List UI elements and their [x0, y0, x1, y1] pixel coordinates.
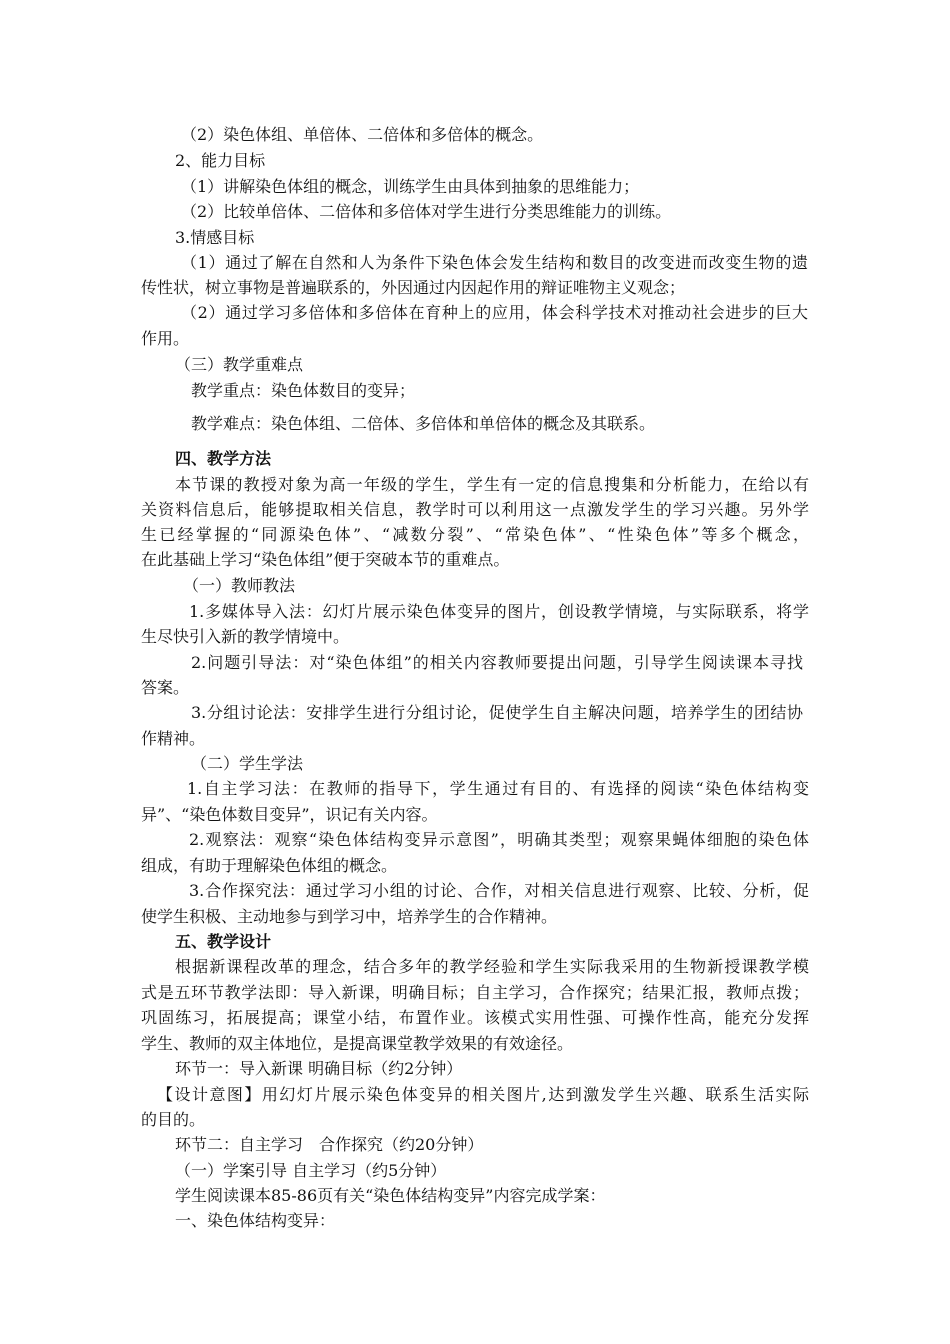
text-line: 式是五环节教学法即：导入新课，明确目标；自主学习，合作探究；结果汇报，教师点拨；	[141, 983, 809, 1002]
text-line: 学生、教师的双主体地位，是提高课堂教学效果的有效途径。	[141, 1034, 574, 1053]
section-heading: （一）教师教法	[183, 576, 296, 595]
text-line: 学生阅读课本85-86页有关“染色体结构变异”内容完成学案：	[175, 1186, 606, 1205]
text-line: （2）比较单倍体、二倍体和多倍体对学生进行分类思维能力的训练。	[181, 202, 672, 221]
text-line: 生已经掌握的“同源染色体”、“减数分裂”、“常染色体”、“性染色体”等多个概念，	[141, 525, 809, 544]
text-line: 生尽快引入新的教学情境中。	[141, 627, 350, 646]
text-line: 巩固练习，拓展提高；课堂小结，布置作业。该模式实用性强、可操作性高，能充分发挥	[141, 1008, 809, 1027]
text-line: 在此基础上学习“染色体组”便于突破本节的重难点。	[141, 550, 510, 569]
text-line: 【设计意图】用幻灯片展示染色体变异的相关图片,达到激发学生兴趣、联系生活实际	[157, 1085, 809, 1104]
text-line: （2）染色体组、单倍体、二倍体和多倍体的概念。	[181, 125, 544, 144]
text-line: 组成，有助于理解染色体组的概念。	[141, 856, 398, 875]
text-line: （2）通过学习多倍体和多倍体在育种上的应用，体会科学技术对推动社会进步的巨大	[181, 303, 808, 322]
text-line: 的目的。	[141, 1110, 206, 1129]
text-line: （一）学案引导 自主学习（约5分钟）	[175, 1161, 447, 1180]
text-line: 答案。	[141, 678, 190, 697]
section-heading: 3.情感目标	[175, 228, 255, 247]
text-line: 环节一：导入新课 明确目标（约2分钟）	[175, 1059, 463, 1078]
text-line: 环节二：自主学习 合作探究（约20分钟）	[175, 1135, 484, 1154]
section-heading: 五、教学设计	[175, 932, 272, 951]
text-line: 教学难点：染色体组、二倍体、多倍体和单倍体的概念及其联系。	[191, 414, 656, 433]
text-line: 根据新课程改革的理念，结合多年的教学经验和学生实际我采用的生物新授课教学模	[175, 957, 809, 976]
text-line: 教学重点：染色体数目的变异；	[191, 381, 416, 400]
text-line: 3.分组讨论法：安排学生进行分组讨论，促使学生自主解决问题，培养学生的团结协	[191, 703, 803, 722]
text-line: 2.观察法：观察“染色体结构变异示意图”，明确其类型；观察果蝇体细胞的染色体	[189, 830, 809, 849]
text-line: 作精神。	[141, 729, 206, 748]
text-line: 本节课的教授对象为高一年级的学生，学生有一定的信息搜集和分析能力，在给以有	[175, 475, 809, 494]
section-heading: 2、能力目标	[175, 151, 266, 170]
text-line: 使学生积极、主动地参与到学习中，培养学生的合作精神。	[141, 907, 558, 926]
text-line: 1.自主学习法：在教师的指导下，学生通过有目的、有选择的阅读“染色体结构变	[187, 779, 809, 798]
section-heading: （二）学生学法	[191, 754, 304, 773]
section-heading: （三）教学重难点	[175, 355, 304, 374]
text-line: 一、染色体结构变异：	[175, 1211, 336, 1230]
text-line: 3.合作探究法：通过学习小组的讨论、合作，对相关信息进行观察、比较、分析，促	[189, 881, 809, 900]
text-line: 传性状，树立事物是普遍联系的，外因通过内因起作用的辩证唯物主义观念；	[141, 278, 686, 297]
text-line: 关资料信息后，能够提取相关信息，教学时可以利用这一点激发学生的学习兴趣。另外学	[141, 500, 809, 519]
text-line: 异”、“染色体数目变异”，识记有关内容。	[141, 805, 438, 824]
text-line: （1）讲解染色体组的概念，训练学生由具体到抽象的思维能力；	[181, 177, 640, 196]
section-heading: 四、教学方法	[175, 449, 272, 468]
text-line: 1.多媒体导入法：幻灯片展示染色体变异的图片，创设教学情境，与实际联系，将学	[189, 602, 809, 621]
text-line: 作用。	[141, 329, 190, 348]
text-line: 2.问题引导法：对“染色体组”的相关内容教师要提出问题，引导学生阅读课本寻找	[191, 653, 803, 672]
text-line: （1）通过了解在自然和人为条件下染色体会发生结构和数目的改变进而改变生物的遗	[181, 253, 808, 272]
